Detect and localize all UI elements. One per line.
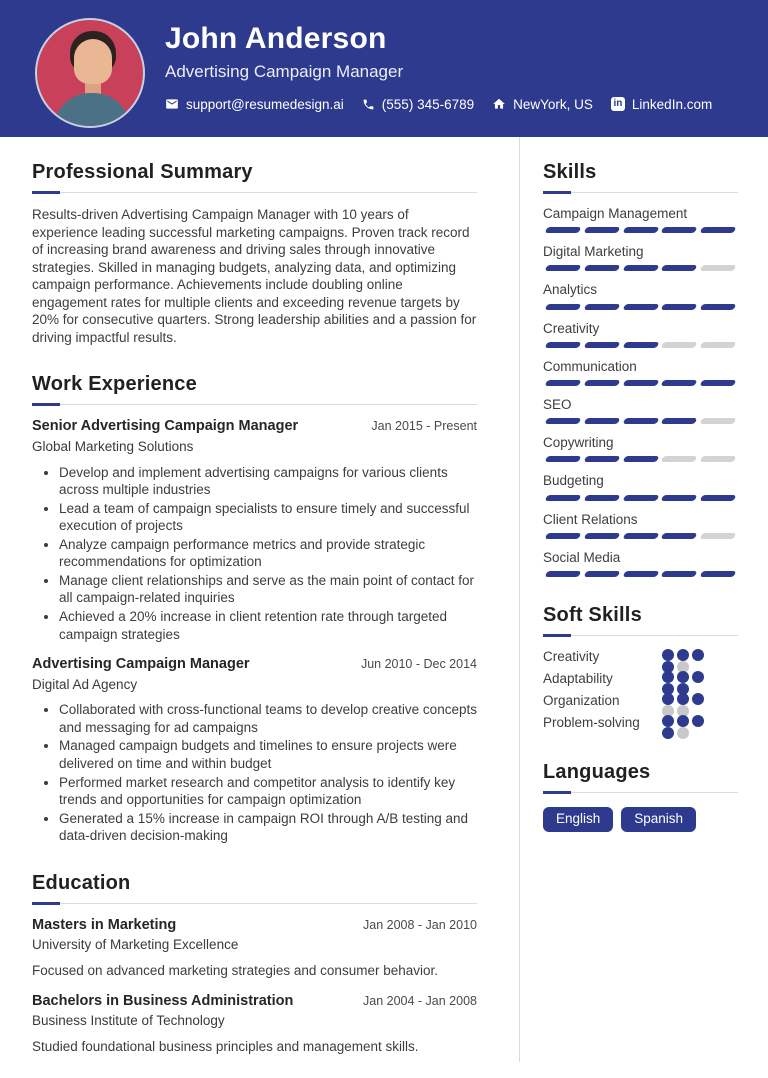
job-bullet: • Analyze campaign performance metrics and provide strategic recommendations for optimization	[59, 536, 477, 571]
rating-dot	[677, 649, 689, 661]
job-bullet: • Develop and implement advertising campaigns for various clients across multiple industries	[59, 464, 477, 499]
skill-name: Copywriting	[543, 435, 614, 451]
soft-skill-item	[543, 690, 738, 712]
skill-bar-segment	[661, 495, 697, 501]
skill-name: Budgeting	[543, 473, 604, 489]
email-icon	[165, 97, 179, 111]
rating-dot	[677, 715, 689, 727]
section-rule	[543, 192, 738, 193]
skill-name: Digital Marketing	[543, 244, 644, 260]
soft-skill-item	[543, 712, 738, 734]
skill-name: Analytics	[543, 282, 598, 298]
skill-bar-segment	[622, 265, 658, 271]
job-title: Senior Advertising Campaign Manager	[32, 418, 299, 435]
section-rule	[543, 635, 738, 636]
contact-item	[611, 97, 712, 112]
skill-bar-segment	[622, 533, 658, 539]
summary-heading: Professional Summary	[32, 161, 253, 183]
skill-bar	[543, 571, 738, 577]
skill-bar-segment	[661, 265, 697, 271]
soft-skill-list	[543, 646, 738, 734]
skill-bar-segment	[700, 456, 736, 462]
rating-dot	[662, 671, 674, 683]
job-bullet: • Manage client relationships and serve as the main point of contact for all campaign-related inquiries	[59, 572, 477, 607]
education-head	[32, 993, 477, 1010]
skill-bar	[543, 418, 738, 424]
languages-heading: Languages	[543, 760, 651, 783]
phone-icon	[362, 98, 375, 111]
skill-bar-segment	[661, 533, 697, 539]
job-dates: Jan 2015 - Present	[371, 419, 477, 434]
summary-text: Results-driven Advertising Campaign Manager with 10 years of experience leading successful marketing campaigns. Proven track record of increasing brand awareness and driving sales through innovative strategies. Skilled in managing budgets, analyzing data, and optimizing campaign performance. Achievements include doubling online engagement rates for multiple clients and exceeding revenue targets by 20% for consecutive quarters. Strong leadership abilities and a passion for driving impactful results.	[32, 207, 477, 345]
education-description: Focused on advanced marketing strategies and consumer behavior.	[32, 963, 438, 979]
skill-item	[543, 244, 738, 271]
job-company: Global Marketing Solutions	[32, 438, 194, 454]
rating-dot	[677, 727, 689, 739]
skill-bar-segment	[583, 265, 619, 271]
skill-bar-segment	[545, 418, 581, 424]
contact-text: support@resumedesign.ai	[186, 96, 344, 112]
skill-bar	[543, 265, 738, 271]
soft-skills-heading: Soft Skills	[543, 603, 642, 626]
contact-item	[165, 97, 344, 112]
job-dates: Jun 2010 - Dec 2014	[360, 657, 477, 672]
rating-dot	[692, 715, 704, 727]
rating-dot	[692, 671, 704, 683]
avatar-face	[74, 39, 112, 84]
language-badge: Spanish	[621, 807, 696, 832]
rating-dot	[662, 715, 674, 727]
summary-section	[32, 160, 477, 346]
skill-bar-segment	[622, 304, 658, 310]
skill-bar-segment	[700, 571, 736, 577]
skill-bar-segment	[583, 495, 619, 501]
skill-bar-segment	[622, 342, 658, 348]
education-entry	[32, 993, 477, 1056]
job-entry	[32, 418, 477, 643]
skill-bar-segment	[545, 380, 581, 386]
education-heading: Education	[32, 871, 131, 894]
skill-bar-segment	[700, 380, 736, 386]
skill-bar-segment	[583, 533, 619, 539]
education-description: Studied foundational business principles and management skills.	[32, 1038, 419, 1054]
soft-skill-item	[543, 668, 738, 690]
soft-skills-section	[543, 603, 738, 734]
skill-bar-segment	[545, 304, 581, 310]
skill-bar-segment	[622, 456, 658, 462]
job-head	[32, 418, 477, 435]
rating-dot	[692, 649, 704, 661]
job-bullet: • Performed market research and competitor analysis to identify key trends and opportunities for campaign optimization	[59, 774, 477, 809]
skill-name: Social Media	[543, 549, 621, 565]
header	[0, 0, 768, 137]
skill-bar-segment	[661, 227, 697, 233]
skill-item	[543, 473, 738, 500]
skill-bar	[543, 304, 738, 310]
job-bullet: • Generated a 15% increase in campaign ROI through A/B testing and data-driven decision-making	[59, 810, 477, 845]
skill-name: SEO	[543, 396, 572, 412]
skill-bar	[543, 380, 738, 386]
skill-bar-segment	[700, 418, 736, 424]
job-head	[32, 656, 477, 673]
skill-bar-segment	[661, 418, 697, 424]
rating-dot	[662, 727, 674, 739]
soft-skill-name: Organization	[543, 692, 620, 708]
experience-heading: Work Experience	[32, 373, 197, 396]
soft-skill-item	[543, 646, 738, 668]
skill-item	[543, 321, 738, 348]
job-bullet: • Collaborated with cross-functional teams to develop creative concepts and messaging for ad campaigns	[59, 701, 477, 736]
rating-dot	[662, 649, 674, 661]
skill-bar-segment	[622, 227, 658, 233]
skill-bar-segment	[583, 418, 619, 424]
skill-bar-segment	[700, 533, 736, 539]
contact-text: NewYork, US	[513, 96, 593, 112]
rating-dot	[692, 693, 704, 705]
skill-name: Creativity	[543, 320, 600, 336]
soft-skill-name: Problem-solving	[543, 714, 640, 730]
section-rule	[32, 404, 477, 405]
skill-bar-segment	[583, 304, 619, 310]
section-rule	[543, 792, 738, 793]
school-name: University of Marketing Excellence	[32, 937, 239, 953]
linkedin-icon: in	[611, 97, 625, 111]
skill-bar-segment	[583, 227, 619, 233]
job-bullet: • Lead a team of campaign specialists to ensure timely and successful execution of projects	[59, 500, 477, 535]
person-name: John Anderson	[165, 22, 387, 55]
language-badges	[543, 807, 738, 832]
skill-item	[543, 206, 738, 233]
skill-item	[543, 512, 738, 539]
skill-name: Campaign Management	[543, 206, 688, 221]
skill-bar-segment	[700, 304, 736, 310]
skill-bar-segment	[622, 380, 658, 386]
rating-dot	[662, 693, 674, 705]
skill-bar-segment	[622, 495, 658, 501]
soft-skill-name: Creativity	[543, 648, 600, 664]
skill-bar-segment	[661, 304, 697, 310]
skill-bar	[543, 495, 738, 501]
skills-section	[543, 160, 738, 577]
education-section	[32, 871, 477, 1056]
skill-bar-segment	[545, 495, 581, 501]
job-title: Advertising Campaign Manager	[32, 656, 250, 673]
degree-title: Masters in Marketing	[32, 916, 177, 933]
school-name: Business Institute of Technology	[32, 1012, 225, 1028]
skill-bar-segment	[661, 571, 697, 577]
contact-row	[165, 97, 712, 112]
skill-item	[543, 435, 738, 462]
education-list	[32, 917, 477, 1056]
job-bullet: • Managed campaign budgets and timelines to ensure projects were delivered on time and within budget	[59, 737, 477, 772]
skill-bar-segment	[583, 380, 619, 386]
job-list	[32, 418, 477, 844]
education-head	[32, 917, 477, 934]
soft-skill-dots	[662, 715, 720, 739]
skill-bar-segment	[661, 380, 697, 386]
skill-bar-segment	[700, 227, 736, 233]
skill-name: Communication	[543, 358, 637, 374]
job-bullets	[32, 464, 477, 643]
education-entry	[32, 917, 477, 980]
skill-bar	[543, 227, 738, 233]
header-text	[165, 18, 712, 112]
skill-item	[543, 359, 738, 386]
experience-section	[32, 372, 477, 844]
job-entry	[32, 656, 477, 845]
section-rule	[32, 192, 477, 193]
skill-item	[543, 282, 738, 309]
rating-dot	[677, 693, 689, 705]
home-icon	[492, 97, 506, 111]
person-job-title: Advertising Campaign Manager	[165, 61, 404, 81]
section-rule	[32, 903, 477, 904]
skill-bar	[543, 342, 738, 348]
skill-item	[543, 397, 738, 424]
profile-photo	[35, 18, 145, 128]
skill-bar-segment	[545, 265, 581, 271]
resume-body	[0, 137, 768, 1078]
skill-bar-segment	[661, 456, 697, 462]
skill-bar-segment	[545, 533, 581, 539]
language-badge: English	[543, 807, 613, 832]
skill-bar-segment	[583, 571, 619, 577]
education-dates: Jan 2008 - Jan 2010	[363, 917, 477, 932]
soft-skill-name: Adaptability	[543, 670, 613, 686]
side-column	[520, 137, 768, 1078]
skill-item	[543, 550, 738, 577]
languages-section	[543, 760, 738, 832]
skill-bar-segment	[700, 342, 736, 348]
skill-bar-segment	[583, 342, 619, 348]
skill-list	[543, 206, 738, 577]
skill-name: Client Relations	[543, 511, 638, 527]
skill-bar-segment	[545, 571, 581, 577]
skill-bar-segment	[583, 456, 619, 462]
skill-bar-segment	[700, 495, 736, 501]
education-dates: Jan 2004 - Jan 2008	[363, 993, 477, 1008]
job-bullets	[32, 701, 477, 844]
rating-dot	[677, 671, 689, 683]
contact-item	[492, 97, 593, 112]
skill-bar-segment	[622, 418, 658, 424]
skill-bar-segment	[545, 227, 581, 233]
main-column	[0, 137, 519, 1078]
skill-bar-segment	[545, 342, 581, 348]
contact-text: LinkedIn.com	[631, 96, 713, 112]
contact-text: (555) 345-6789	[381, 96, 475, 112]
skill-bar	[543, 533, 738, 539]
skill-bar-segment	[661, 342, 697, 348]
avatar-shirt	[53, 93, 131, 128]
skill-bar-segment	[622, 571, 658, 577]
skills-heading: Skills	[543, 161, 597, 183]
skill-bar	[543, 456, 738, 462]
degree-title: Bachelors in Business Administration	[32, 992, 294, 1009]
skill-bar-segment	[545, 456, 581, 462]
skill-bar-segment	[700, 265, 736, 271]
job-bullet: • Achieved a 20% increase in client retention rate through targeted campaign strategies	[59, 608, 477, 643]
contact-item	[362, 97, 474, 112]
job-company: Digital Ad Agency	[32, 676, 138, 692]
